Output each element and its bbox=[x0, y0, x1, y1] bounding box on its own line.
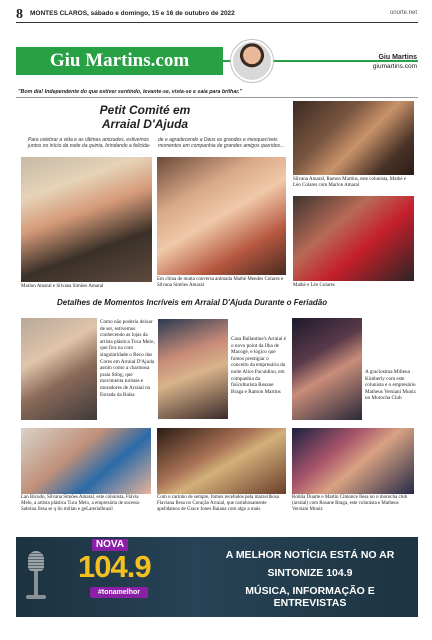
author-name: Giu Martins bbox=[378, 54, 417, 61]
caption-couple-left: Marlon Amaral e Silvana Simões Amaral bbox=[21, 284, 104, 289]
photo-artist-shop bbox=[21, 318, 97, 420]
ad-headline: A MELHOR NOTÍCIA ESTÁ NO AR bbox=[225, 549, 395, 561]
article-title-line2: Arraial D'Ajuda bbox=[101, 117, 189, 131]
header-rule bbox=[16, 22, 418, 23]
photo-couple-left bbox=[21, 157, 152, 282]
station-name: NOVA bbox=[92, 539, 128, 551]
photo-group-bar bbox=[293, 101, 414, 175]
page-number: 8 bbox=[16, 7, 23, 22]
text-artist-shop: Como não poderia deixar de ser, estivemos conhecendo as lojas da artista plástica Tuca Melo, que fica na com singularidade o Beco das Cores em Arraial D'Ajuda assim como a charmosa praia Sting, que movimenta turistas e moradores de Arraial na Estrada da Balsa bbox=[100, 319, 155, 398]
station-hashtag: #tonamelhor bbox=[90, 587, 148, 598]
photo-mathe-leo bbox=[293, 196, 414, 281]
ad-programming: MÚSICA, INFORMAÇÃO E ENTREVISTAS bbox=[245, 585, 375, 609]
article-title-line1: Petit Comité em bbox=[99, 103, 191, 117]
author-avatar bbox=[231, 40, 273, 82]
microphone-icon bbox=[26, 551, 46, 597]
photo-club-group bbox=[292, 428, 414, 494]
caption-club-group: Roblia Duarte e Martin Cimonce Ilesa no o morocha club (arraial) com Rosane Braga, este colunista e Matheus Versiani Muniz bbox=[292, 495, 408, 512]
station-frequency: 104.9 bbox=[78, 549, 151, 584]
section-title: Detalhes de Momentos Incríveis em Arraial D'Ajuda Durante o Feriadão bbox=[57, 298, 328, 307]
ad-tune-in: SINTONIZE 104.9 bbox=[267, 567, 353, 579]
photo-two-women bbox=[157, 157, 286, 275]
photo-coracao-arraial bbox=[157, 428, 286, 494]
photo-morocha-club bbox=[292, 318, 362, 420]
article-intro-left: Para celebrar a vida e as últimas amizades, estivemos juntos no início da noite da quinta, brindando a felicida- bbox=[28, 137, 151, 150]
text-morocha-club: A graciosima Millena Kimberly com este colunista e o empresário Matheus Versiani Muniz no Morocha Club bbox=[365, 369, 416, 402]
caption-mathe-leo: Mathé e Léo Colares bbox=[293, 283, 335, 288]
caption-two-women: Em clima de muita conversa animada Mathé Mendes Colares e Silvana Simões Amaral bbox=[157, 277, 284, 288]
text-ballantines: Casa Ballantine's Arraial é o novo point da Ilha de Macogê, e logico que fomos prestigiar o conceito da empresária da noite Alice Paculdino, em companhia da fisiculturista Rosane Braga e Ramon Martins bbox=[231, 336, 286, 395]
photo-group-shop bbox=[21, 428, 151, 494]
article-intro-right: de e agradecendo a Deus as grandes e inesquecíveis momentos em companhia de grandes amigos queridos... bbox=[158, 137, 285, 150]
column-title: Giu Martins.com bbox=[49, 50, 190, 71]
column-banner bbox=[16, 47, 223, 75]
caption-coracao-arraial: Com o carinho de sempre, fomos recebidos pela maravilhosa Flaviana Ilesa no Coração Arraial, que carinhosamente apelidamos de Grace Jones Baiana com algo a mais bbox=[157, 495, 280, 512]
caption-group-shop: Lan Bicudo, Silvana Simões Amaral, este colunista, Flávia Melo, a artista plástica Tuca Melo, a empresária de sucesso Sabrina Ilesa se q lio millan e geLaterialbrasil bbox=[21, 495, 140, 512]
photo-ballantines bbox=[158, 319, 228, 419]
daily-quote: "Bom dia! Independente do que estiver sentindo, levante-se, vista-se e saia para brilhar." bbox=[18, 89, 243, 95]
radio-advertisement[interactable] bbox=[16, 537, 418, 617]
author-site[interactable]: giumartins.com bbox=[372, 63, 417, 70]
site-url[interactable]: onorte.net bbox=[389, 10, 417, 16]
edition-date: MONTES CLAROS, sábado e domingo, 15 e 16 de outubro de 2022 bbox=[30, 10, 235, 17]
quote-rule bbox=[16, 97, 418, 98]
caption-group-bar: Silvana Amaral, Ramon Martins, este colunista, Mathé e Léo Colares com Marlon Amaral bbox=[293, 177, 407, 188]
